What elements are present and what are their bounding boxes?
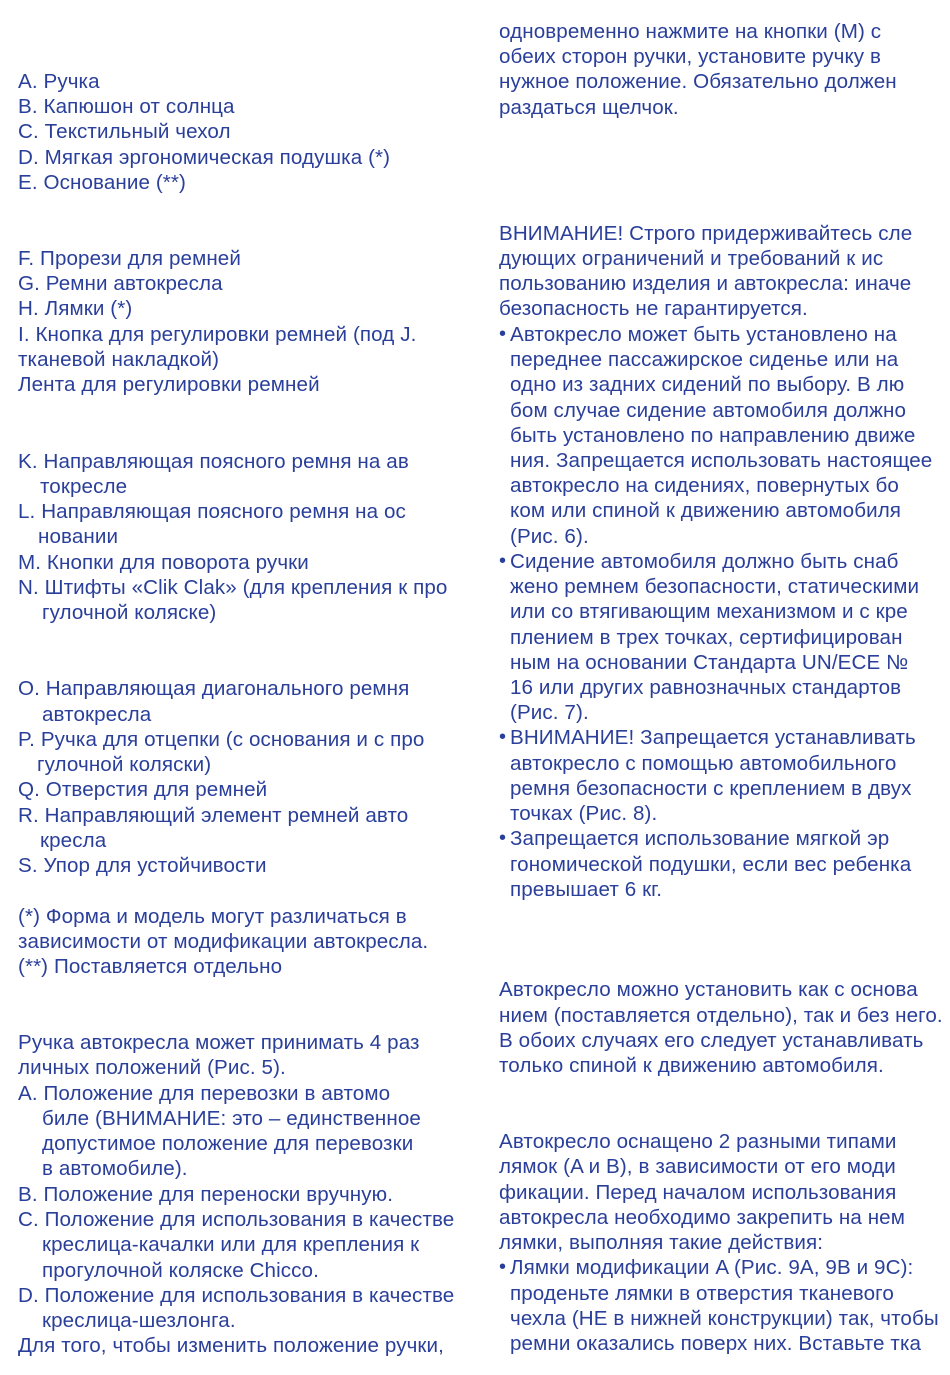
bullet-1-text: ком или спиной к движению автомобиля [510,499,902,522]
part-k-cont: токресле [40,475,128,498]
bullet-1-text: Автокресло может быть установлено на [510,323,897,346]
bullet-4-text: Запрещается использование мягкой эр [510,827,890,850]
bullet-1-text: быть установлено по направлению движе [510,424,916,447]
footnote-1-cont: зависимости от модификации автокресла. [18,930,429,953]
bullet-1-text: переднее пассажирское сиденье или на [510,348,899,371]
bullet-2-text: 16 или других равнозначных стандартов [510,676,902,699]
bullet-2-text: или со втягивающим механизмом и с кре [510,600,908,623]
bullet-2-text: плением в трех точках, сертифицирован [510,626,903,649]
warning-intro: пользованию изделия и автокресла: иначе [499,272,912,295]
part-o-cont: автокресла [42,703,152,726]
bullet-icon: • [499,827,507,849]
warning-intro: ВНИМАНИЕ! Строго придерживайтесь сле [499,222,913,245]
part-n: N. Штифты «Clik Clak» (для крепления к про [18,576,448,599]
handle-continuation: одновременно нажмите на кнопки (M) с [499,20,882,43]
bullet-icon: • [499,323,507,345]
handle-pos-d-cont: креслица-шезлонга. [42,1309,236,1332]
part-o: O. Направляющая диагонального ремня [18,677,410,700]
part-b: B. Капюшон от солнца [18,95,235,118]
part-c: C. Текстильный чехол [18,120,231,143]
part-s: S. Упор для устойчивости [18,854,267,877]
handle-pos-a-cont: в автомобиле). [42,1157,188,1180]
bullet-4-text: превышает 6 кг. [510,878,663,901]
installation-text: В обоих случаях его следует устанавливать [499,1029,924,1052]
bullet-2-text: Сидение автомобиля должно быть снаб [510,550,899,573]
handle-change-instruction: Для того, чтобы изменить положение ручки, [18,1334,444,1357]
part-i: I. Кнопка для регулировки ремней (под J. [18,323,417,346]
part-f: F. Прорези для ремней [18,247,241,270]
part-l-cont: новании [38,525,119,548]
bullet-5-text: проденьте лямки в отверстия тканевого [510,1282,894,1305]
part-q: Q. Отверстия для ремней [18,778,268,801]
bullet-1-text: бом случае сидение автомобиля должно [510,399,907,422]
bullet-5-text: чехла (НЕ в нижней конструкции) так, чтобы [510,1307,939,1330]
bullet-1-text: ния. Запрещается использовать настоящее [510,449,933,472]
part-r: R. Направляющий элемент ремней авто [18,804,409,827]
installation-text: только спиной к движению автомобиля. [499,1054,884,1077]
handle-intro: Ручка автокресла может принимать 4 раз [18,1031,420,1054]
handle-pos-c-cont: креслица-качалки или для крепления к [42,1233,420,1256]
handle-pos-d: D. Положение для использования в качестве [18,1284,455,1307]
part-e: E. Основание (**) [18,171,186,194]
bullet-5-text: Лямки модификации A (Рис. 9A, 9B и 9C): [510,1256,914,1279]
handle-pos-c: C. Положение для использования в качестве [18,1208,455,1231]
bullet-icon: • [499,550,507,572]
footnote-1: (*) Форма и модель могут различаться в [18,905,407,928]
handle-intro-cont: личных положений (Рис. 5). [18,1056,286,1079]
bullet-2-text: ным на основании Стандарта UN/ECE № [510,651,909,674]
straps-intro: фикации. Перед началом использования [499,1181,897,1204]
part-d: D. Мягкая эргономическая подушка (*) [18,146,391,169]
handle-continuation: раздаться щелчок. [499,96,679,119]
part-a: A. Ручка [18,70,100,93]
straps-intro: Автокресло оснащено 2 разными типами [499,1130,897,1153]
bullet-3-text: точках (Рис. 8). [510,802,658,825]
handle-continuation: нужное положение. Обязательно должен [499,70,897,93]
part-p-cont: гулочной коляски) [37,753,212,776]
part-r-cont: кресла [40,829,107,852]
footnote-2: (**) Поставляется отдельно [18,955,283,978]
part-j: Лента для регулировки ремней [18,373,320,396]
handle-pos-c-cont: прогулочной коляске Chicco. [42,1259,319,1282]
bullet-2-text: жено ремнем безопасности, статическими [510,575,920,598]
handle-pos-b: B. Положение для переноски вручную. [18,1183,394,1206]
bullet-3-text: автокресло с помощью автомобильного [510,752,897,775]
installation-text: нием (поставляется отдельно), так и без него. [499,1004,943,1027]
bullet-1-text: (Рис. 6). [510,525,589,548]
part-h: H. Лямки (*) [18,297,133,320]
handle-pos-a-cont: допустимое положение для перевозки [42,1132,414,1155]
installation-text: Автокресло можно установить как с основа [499,978,918,1001]
straps-intro: автокресла необходимо закрепить на нем [499,1206,905,1229]
bullet-2-text: (Рис. 7). [510,701,589,724]
bullet-icon: • [499,726,507,748]
handle-pos-a-cont: биле (ВНИМАНИЕ: это – единственное [42,1107,421,1130]
bullet-3-text: ремня безопасности с креплением в двух [510,777,912,800]
warning-intro: безопасность не гарантируется. [499,297,808,320]
warning-intro: дующих ограничений и требований к ис [499,247,884,270]
part-m: M. Кнопки для поворота ручки [18,551,309,574]
bullet-3-text: ВНИМАНИЕ! Запрещается устанавливать [510,726,916,749]
bullet-icon: • [499,1256,507,1278]
part-p: P. Ручка для отцепки (с основания и с про [18,728,425,751]
handle-pos-a: A. Положение для перевозки в автомо [18,1082,391,1105]
part-k: K. Направляющая поясного ремня на ав [18,450,409,473]
handle-continuation: обеих сторон ручки, установите ручку в [499,45,882,68]
part-i-cont: тканевой накладкой) [18,348,220,371]
bullet-1-text: автокресло на сидениях, повернутых бо [510,474,899,497]
part-g: G. Ремни автокресла [18,272,223,295]
part-n-cont: гулочной коляске) [42,601,217,624]
bullet-1-text: одно из задних сидений по выбору. В лю [510,373,905,396]
straps-intro: лямок (A и B), в зависимости от его моди [499,1155,896,1178]
bullet-5-text: ремни оказались поверх них. Вставьте тка [510,1332,922,1355]
straps-intro: лямки, выполняя такие действия: [499,1231,824,1254]
bullet-4-text: гономической подушки, если вес ребенка [510,853,912,876]
part-l: L. Направляющая поясного ремня на ос [18,500,406,523]
